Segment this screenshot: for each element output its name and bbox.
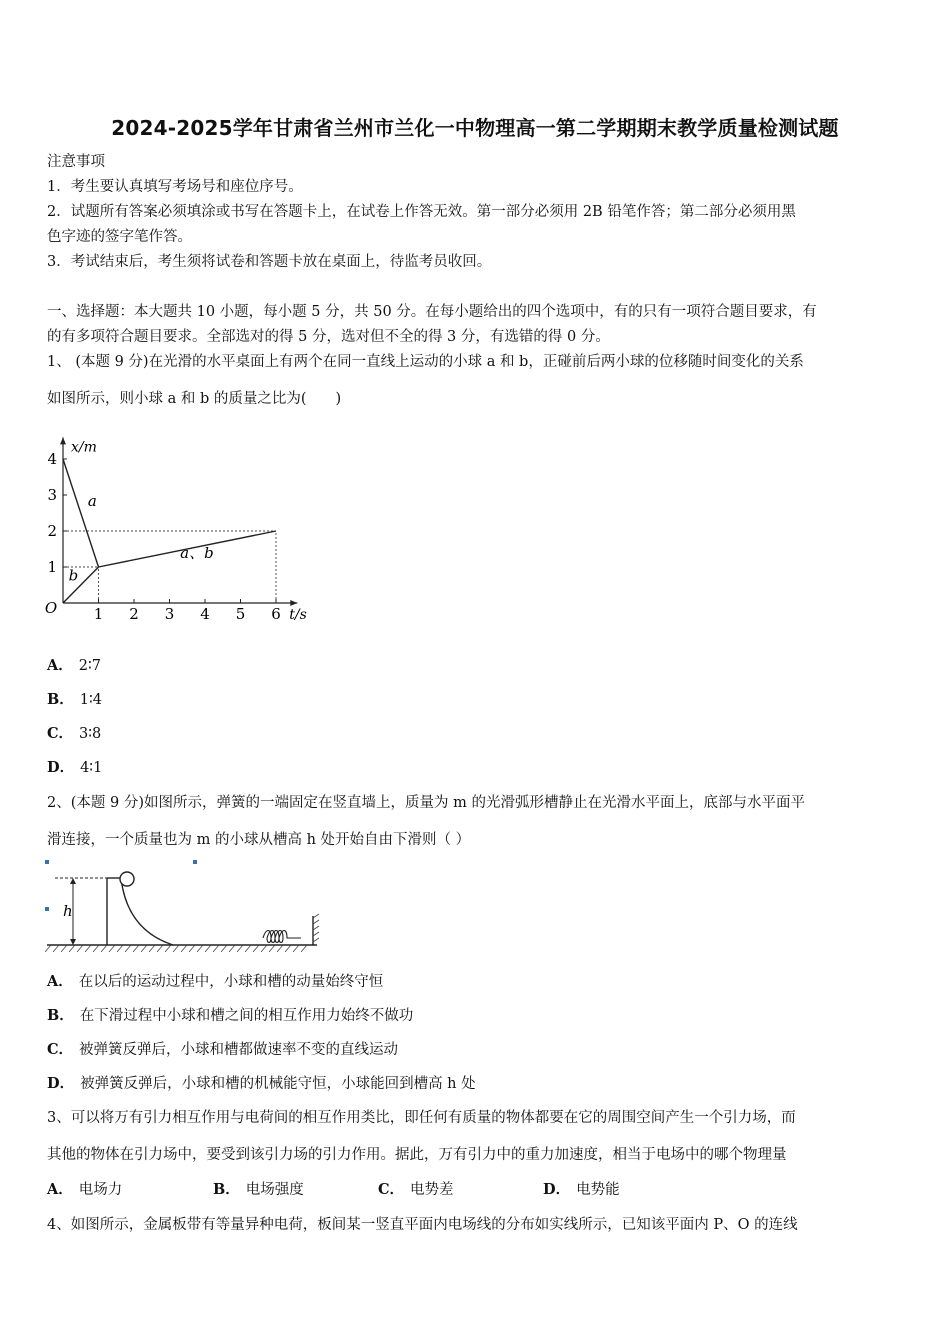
q3-option-c-label: C． [378, 1181, 405, 1198]
q3-option-a-text: 电场力 [78, 1182, 123, 1198]
q3-option-d-text: 电势能 [576, 1182, 620, 1198]
q1-stem-line1: 1、 (本题 9 分)在光滑的水平桌面上有两个在同一直线上运动的小球 a 和 b，正碰前后两小球的位移随时间变化的关系 [47, 354, 804, 370]
y-tick-label-3: 3 [47, 486, 57, 504]
q1-option-c[interactable] [47, 724, 101, 744]
q1-option-b[interactable] [47, 690, 102, 710]
q1-option-c-text: 3∶8 [79, 726, 102, 742]
series-label-2: a、b [180, 544, 214, 562]
ground-hatching [45, 945, 307, 952]
q1-option-b-label: B． [47, 691, 74, 708]
q2-slope-spring-figure [45, 858, 325, 953]
q3-option-c-text: 电势差 [410, 1182, 454, 1198]
q2-option-b[interactable] [47, 1006, 413, 1026]
x-axis-arrow [290, 600, 297, 606]
q3-stem-line2: 其他的物体在引力场中，要受到该引力场的引力作用。据此，万有引力中的重力加速度，相当于电场中的哪个物理量 [47, 1147, 787, 1163]
x-tick-label-6: 6 [271, 605, 281, 623]
series-label-1: b [68, 566, 79, 585]
q1-option-b-text: 1∶4 [79, 692, 102, 708]
q2-option-d-label: D． [47, 1075, 75, 1092]
wall-hatching [313, 914, 319, 942]
q2-option-c-label: C． [47, 1041, 74, 1058]
q1-xt-chart [45, 418, 310, 623]
q2-option-d[interactable] [47, 1074, 476, 1094]
corner-marker [45, 907, 49, 911]
q1-option-c-label: C． [47, 725, 74, 742]
q1-option-d-text: 4∶1 [80, 760, 103, 776]
series-line-a [63, 459, 99, 567]
height-arrow-head-bottom [70, 939, 76, 945]
q3-option-b-label: B． [213, 1181, 240, 1198]
q2-option-b-text: 在下滑过程中小球和槽之间的相互作用力始终不做功 [79, 1008, 414, 1024]
q2-option-a-label: A． [47, 973, 73, 990]
q1-option-a-text: 2∶7 [78, 658, 101, 674]
notice-item-1: 1．考生要认真填写考场号和座位序号。 [47, 179, 303, 195]
q2-option-d-text: 被弹簧反弹后，小球和槽的机械能守恒，小球能回到槽高 h 处 [80, 1076, 476, 1092]
y-tick-label-4: 4 [47, 450, 57, 468]
q1-option-a[interactable] [47, 656, 101, 676]
notice-item-3: 3．考试结束后，考生须将试卷和答题卡放在桌面上，待监考员收回。 [47, 254, 492, 270]
q1-option-d-label: D． [47, 759, 75, 776]
series-label-0: a [87, 491, 97, 510]
q3-option-a-label: A． [47, 1181, 73, 1198]
q2-option-a[interactable] [47, 972, 383, 992]
spring [263, 931, 301, 943]
origin-label: O [45, 599, 58, 617]
y-axis-label: x/m [71, 439, 97, 456]
q3-option-b[interactable] [213, 1180, 304, 1200]
notice-heading: 注意事项 [47, 154, 105, 170]
x-tick-label-3: 3 [164, 605, 175, 623]
q4-stem-line1: 4、如图所示，金属板带有等量异种电荷，板间某一竖直平面内电场线的分布如实线所示，已知该平面内 P、O 的连线 [47, 1217, 798, 1233]
q2-option-b-label: B． [47, 1007, 74, 1024]
q3-stem-line1: 3、可以将万有引力相互作用与电荷间的相互作用类比，即任何有质量的物体都要在它的周围空间产生一个引力场，而 [47, 1110, 796, 1126]
notice-item-2-cont: 色字迹的签字笔作答。 [47, 229, 192, 245]
q3-option-b-text: 电场强度 [245, 1182, 304, 1198]
y-tick-label-2: 2 [47, 522, 57, 540]
x-tick-label-1: 1 [93, 605, 104, 623]
q2-option-c[interactable] [47, 1040, 398, 1060]
x-axis-label: t/s [289, 607, 307, 623]
x-tick-label-2: 2 [129, 605, 139, 623]
q2-stem-line1: 2、(本题 9 分)如图所示，弹簧的一端固定在竖直墙上，质量为 m 的光滑弧形槽静止在光滑水平面上，底部与水平面平 [47, 795, 805, 811]
section1-line1: 一、选择题：本大题共 10 小题，每小题 5 分，共 50 分。在每小题给出的四个选项中，有的只有一项符合题目要求，有 [47, 304, 817, 320]
q2-stem-line2: 滑连接，一个质量也为 m 的小球从槽高 h 处开始自由下滑则（ ） [47, 832, 471, 848]
height-arrow-head-top [70, 878, 76, 884]
q1-option-a-label: A． [47, 657, 73, 674]
y-axis-arrow [60, 437, 66, 444]
corner-marker [193, 860, 197, 864]
q1-option-d[interactable] [47, 758, 102, 778]
notice-item-2: 2．试题所有答案必须填涂或书写在答题卡上，在试卷上作答无效。第一部分必须用 2B 铅笔作答；第二部分必须用黑 [47, 204, 796, 220]
section1-line2: 的有多项符合题目要求。全部选对的得 5 分，选对但不全的得 3 分，有选错的得 0 分。 [47, 329, 610, 345]
x-tick-label-5: 5 [235, 605, 246, 623]
q3-option-d-label: D． [543, 1181, 571, 1198]
q3-option-c[interactable] [378, 1180, 454, 1200]
page-title: 2024-2025学年甘肃省兰州市兰化一中物理高一第二学期期末教学质量检测试题 [111, 116, 839, 140]
x-tick-label-4: 4 [200, 605, 210, 623]
height-label: h [63, 902, 73, 920]
corner-marker [45, 860, 49, 864]
ball [120, 872, 134, 886]
q3-option-d[interactable] [543, 1180, 620, 1200]
slot-arc [121, 878, 173, 945]
q3-option-a[interactable] [47, 1180, 122, 1200]
q2-option-c-text: 被弹簧反弹后，小球和槽都做速率不变的直线运动 [79, 1042, 399, 1058]
q2-option-a-text: 在以后的运动过程中，小球和槽的动量始终守恒 [78, 974, 384, 990]
y-tick-label-1: 1 [47, 558, 57, 576]
q1-stem-line2: 如图所示，则小球 a 和 b 的质量之比为( ) [47, 391, 342, 407]
